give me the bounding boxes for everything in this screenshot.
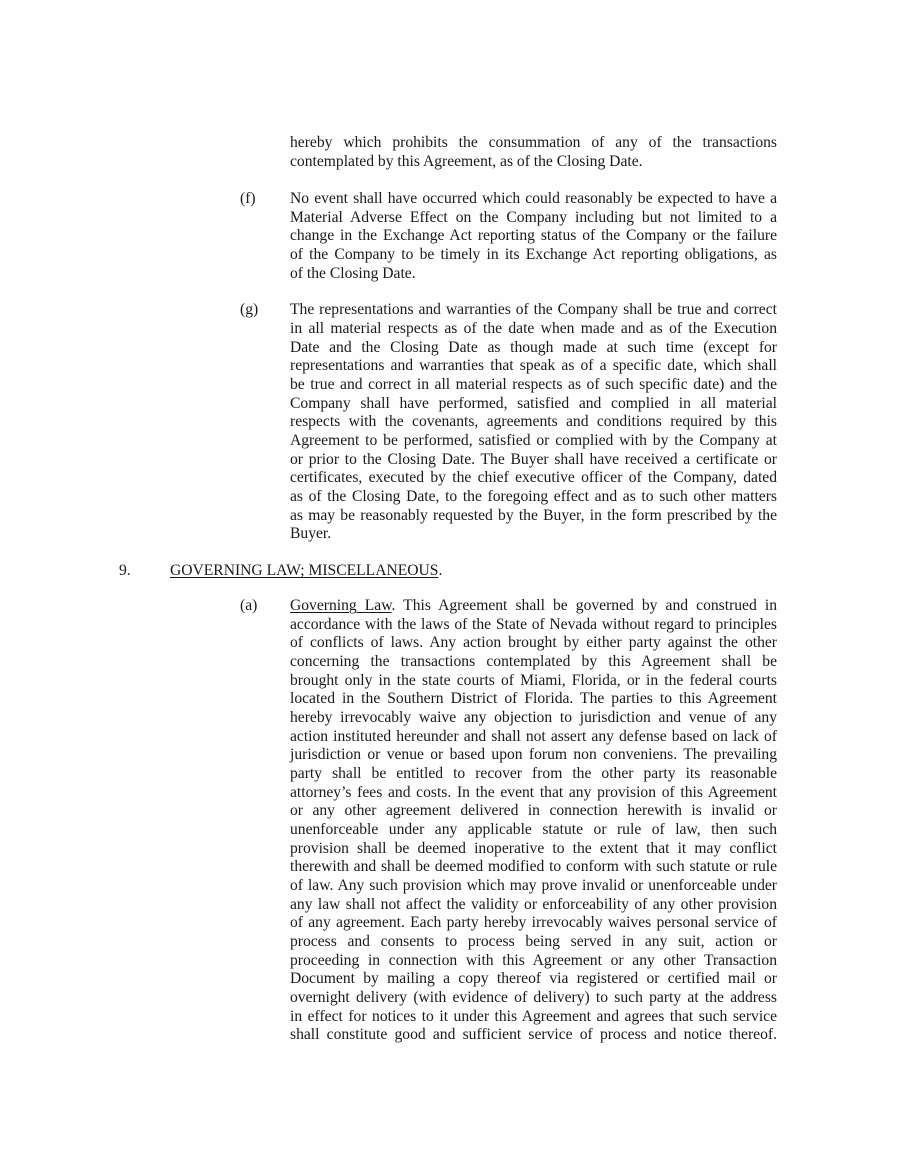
- text-line: [290, 597, 777, 616]
- text-line: Company shall have performed, satisfied and complied in all material: [290, 395, 777, 412]
- text-line: contemplated by this Agreement, as of the Closing Date.: [290, 153, 643, 170]
- text-line: process and consents to process being served in any suit, action or: [290, 933, 777, 950]
- text-line: party shall be entitled to recover from the other party its reasonable: [290, 765, 777, 782]
- text-line: of any agreement. Each party hereby irrevocably waives personal service of: [290, 914, 777, 931]
- text-line: any law shall not affect the validity or enforceability of any other provision: [290, 896, 777, 913]
- section-title-text: GOVERNING LAW; MISCELLANEOUS: [170, 562, 439, 579]
- text-line: attorney’s fees and costs. In the event that any provision of this Agreement: [290, 784, 777, 801]
- text-line: located in the Southern District of Florida. The parties to this Agreement: [290, 690, 777, 707]
- text-line: Document by mailing a copy thereof via registered or certified mail or: [290, 970, 777, 987]
- text-line: in effect for notices to it under this Agreement and agrees that such service: [290, 1008, 777, 1025]
- text-line: Material Adverse Effect on the Company including but not limited to a: [290, 209, 777, 226]
- text-line: in all material respects as of the date when made and as of the Execution: [290, 320, 777, 337]
- text-line: accordance with the laws of the State of Nevada without regard to principles: [290, 616, 777, 633]
- text-line: action instituted hereunder and shall not assert any defense based on lack of: [290, 728, 777, 745]
- clause-marker: (f): [240, 190, 256, 207]
- clause-marker: (g): [240, 301, 259, 318]
- text-line: hereby which prohibits the consummation of any of the transactions: [290, 134, 777, 151]
- text-line: No event shall have occurred which could reasonably be expected to have a: [290, 190, 777, 207]
- text-line: of the Closing Date.: [290, 265, 416, 282]
- text-line: as of the Closing Date, to the foregoing effect and as to such other matters: [290, 488, 777, 505]
- section-title: [170, 562, 442, 581]
- text-line: proceeding in connection with this Agreement or any other Transaction: [290, 952, 777, 969]
- text-line: or prior to the Closing Date. The Buyer shall have received a certificate or: [290, 451, 777, 468]
- text-line: of law. Any such provision which may prove invalid or unenforceable under: [290, 877, 777, 894]
- text-line: jurisdiction or venue or based upon forum non conveniens. The prevailing: [290, 746, 777, 763]
- text-line: change in the Exchange Act reporting status of the Company or the failure: [290, 227, 777, 244]
- text-line: The representations and warranties of the Company shall be true and correct: [290, 301, 777, 318]
- text-line: therewith and shall be deemed modified to conform with such statute or rule: [290, 858, 777, 875]
- text-line: unenforceable under any applicable statute or rule of law, then such: [290, 821, 777, 838]
- subsection-first-line: . This Agreement shall be governed by and construed in: [391, 597, 777, 614]
- text-line: hereby irrevocably waive any objection to jurisdiction and venue of any: [290, 709, 777, 726]
- text-line: Date and the Closing Date as though made at such time (except for: [290, 339, 777, 356]
- text-line: shall constitute good and sufficient service of process and notice thereof.: [290, 1026, 777, 1043]
- text-line: respects with the covenants, agreements and conditions required by this: [290, 413, 777, 430]
- text-line: brought only in the state courts of Miami, Florida, or in the federal courts: [290, 672, 777, 689]
- text-line: of the Company to be timely in its Exchange Act reporting obligations, as: [290, 246, 777, 263]
- text-line: provision shall be deemed inoperative to the extent that it may conflict: [290, 840, 777, 857]
- text-line: as may be reasonably requested by the Buyer, in the form prescribed by the: [290, 507, 777, 524]
- text-line: Buyer.: [290, 525, 332, 542]
- text-line: of conflicts of laws. Any action brought by either party against the other: [290, 634, 777, 651]
- section-title-suffix: .: [438, 562, 443, 579]
- text-line: Agreement to be performed, satisfied or complied with by the Company at: [290, 432, 777, 449]
- text-line: concerning the transactions contemplated by this Agreement shall be: [290, 653, 777, 670]
- text-line: overnight delivery (with evidence of delivery) to such party at the address: [290, 989, 777, 1006]
- text-line: representations and warranties that speak as of a specific date, which shall: [290, 357, 777, 374]
- clause-marker: (a): [240, 597, 258, 614]
- section-number: 9.: [119, 562, 131, 579]
- text-line: certificates, executed by the chief executive officer of the Company, dated: [290, 469, 777, 486]
- subsection-heading: Governing Law: [290, 597, 392, 614]
- text-line: be true and correct in all material respects as of such specific date) and the: [290, 376, 777, 393]
- text-line: or any other agreement delivered in connection herewith is invalid or: [290, 802, 777, 819]
